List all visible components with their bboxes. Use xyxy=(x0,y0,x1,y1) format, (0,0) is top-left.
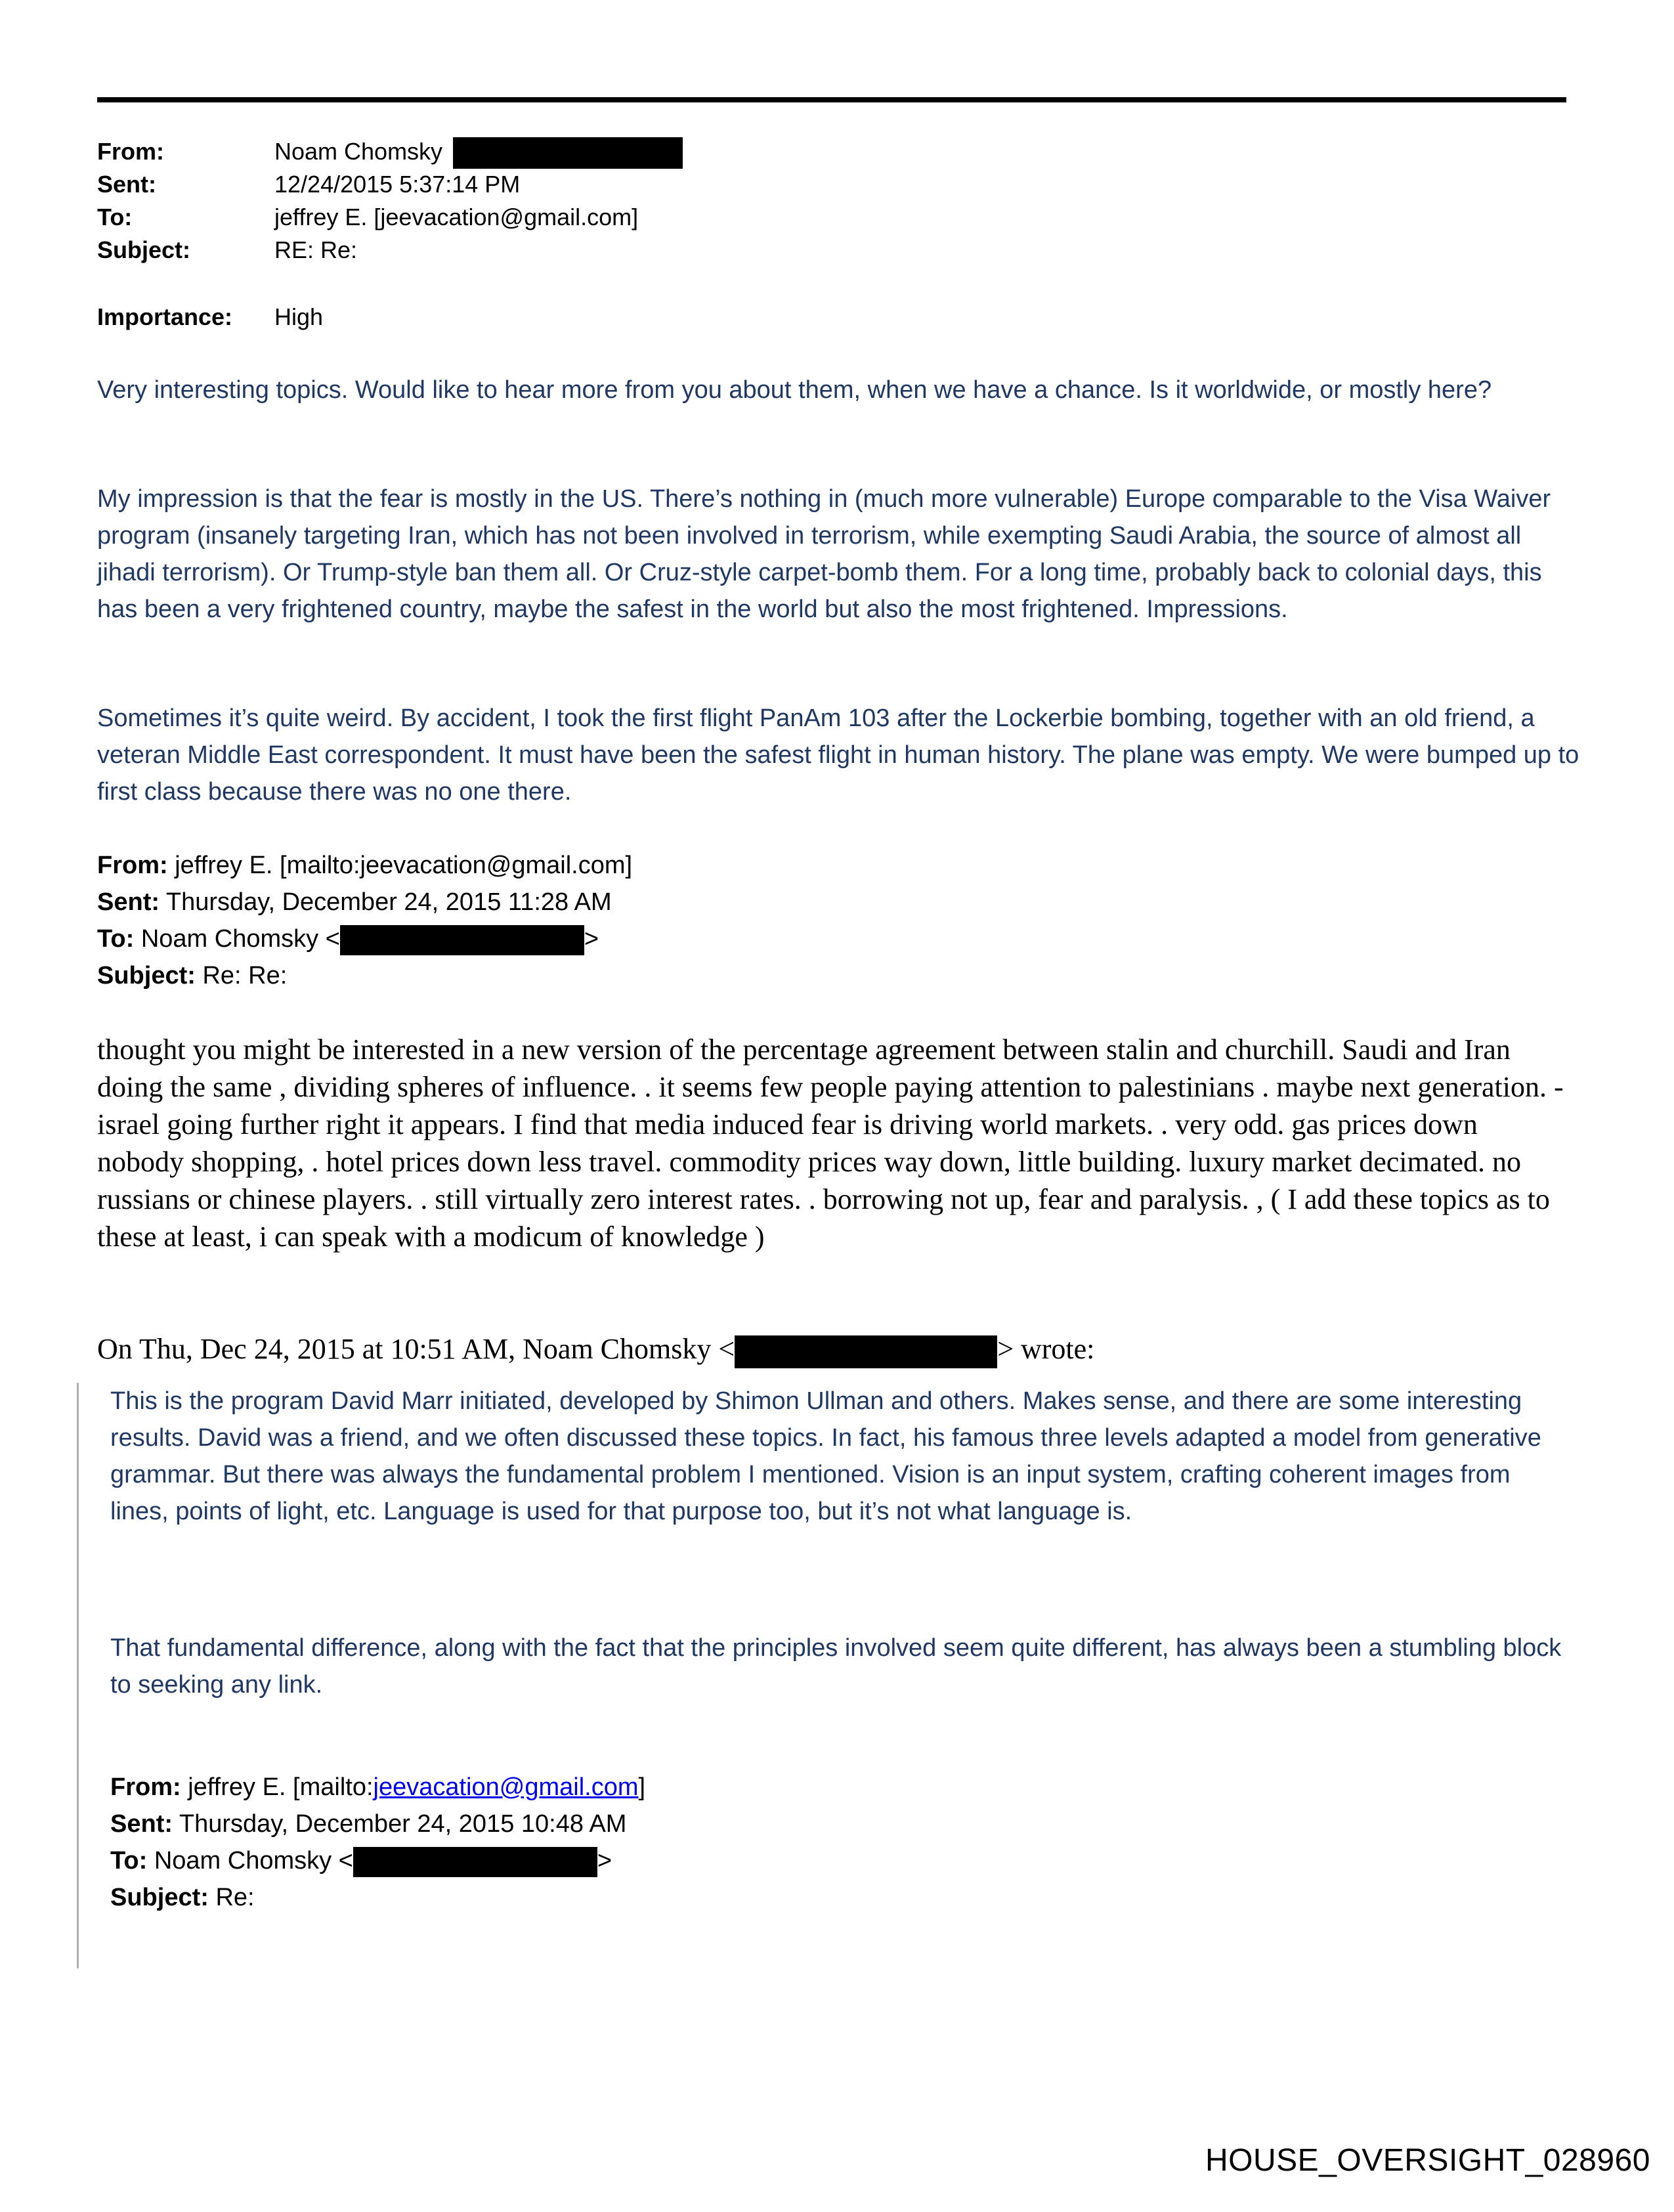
forward1-to-label: To: xyxy=(97,925,135,953)
to-value: jeffrey E. [jeevacation@gmail.com] xyxy=(274,204,639,230)
forward2-sent-value: Thursday, December 24, 2015 10:48 AM xyxy=(179,1810,627,1838)
quoted-paragraph-2: That fundamental difference, along with the fact that the principles involved seem quite different, has always been a stumbling block to seeking any link. xyxy=(110,1634,1562,1699)
forward2-sent-label: Sent: xyxy=(110,1810,173,1838)
sent-label: Sent: xyxy=(97,171,156,198)
forward1-from-value: jeffrey E. [mailto:jeevacation@gmail.com] xyxy=(175,852,633,879)
forward1-from-row xyxy=(97,847,632,884)
redaction-box xyxy=(353,1847,597,1877)
from-value xyxy=(274,135,683,169)
forward2-sent-row xyxy=(110,1806,645,1842)
attribution-prefix: On Thu, Dec 24, 2015 at 10:51 AM, Noam Chomsky < xyxy=(97,1333,735,1365)
forward2-from-label: From: xyxy=(110,1773,181,1801)
reply-paragraph-3: Sometimes it’s quite weird. By accident, I took the first flight PanAm 103 after the Lockerbie bombing, together with an old friend, a veteran Middle East correspondent. It must have been the safest flight in human history. The plane was empty. We were bumped up to first class because there was no one there. xyxy=(97,705,1579,806)
forward1-to-value: Noam Chomsky < xyxy=(140,925,340,953)
sent-value: 12/24/2015 5:37:14 PM xyxy=(274,171,521,198)
attribution-line xyxy=(97,1330,1094,1368)
forward1-to-close: > xyxy=(584,925,599,953)
forward1-header xyxy=(97,847,632,994)
forward1-subject-label: Subject: xyxy=(97,962,196,989)
reply-paragraph-1: Very interesting topics. Would like to hear more from you about them, when we have a chance. Is it worldwide, or mostly here? xyxy=(97,376,1492,404)
forward2-to-label: To: xyxy=(110,1847,148,1875)
quote-bar xyxy=(77,1383,79,1968)
jeffrey-message: thought you might be interested in a new version of the percentage agreement between stalin and churchill. Saudi and Iran doing the same , dividing spheres of influence. . it seems few people paying attention to palestinians . maybe next generation. - israel going further right it appears. I find that media induced fear is driving world markets. . very odd. gas prices down nobody shopping, . hotel prices down less travel. commodity prices way down, little building. luxury market decimated. no russians or chinese players. . still virtually zero interest rates. . borrowing not up, fear and paralysis. , ( I add these topics as to these at least, i can speak with a modicum of knowledge ) xyxy=(97,1033,1564,1253)
reply-paragraph-2: My impression is that the fear is mostly in the US. There’s nothing in (much more vulnerable) Europe comparable to the Visa Waiver program (insanely targeting Iran, which has not been involved in terrorism, while exempting Saudi Arabia, the source of almost all jihadi terrorism). Or Trump-style ban them all. Or Cruz-style carpet-bomb them. For a long time, probably back to colonial days, this has been a very frightened country, maybe the safest in the world but also the most frightened. Impressions. xyxy=(97,485,1551,623)
email-link[interactable]: jeevacation@gmail.com xyxy=(373,1773,639,1801)
subject-value: RE: Re: xyxy=(274,236,358,263)
attribution-suffix: > wrote: xyxy=(997,1333,1095,1365)
forward1-subject-value: Re: Re: xyxy=(202,962,288,989)
redaction-box xyxy=(453,137,683,169)
quoted-paragraph-1: This is the program David Marr initiated, developed by Shimon Ullman and others. Makes sense, and there are some interesting results. David was a friend, and we often discussed these topics. In fact, his famous three levels adapted a model from generative grammar. But there was always the fundamental problem I mentioned. Vision is an input system, crafting coherent images from lines, points of light, etc. Language is used for that purpose too, but it’s not what language is. xyxy=(110,1387,1541,1525)
forward2-to-value: Noam Chomsky < xyxy=(154,1847,353,1875)
subject-label: Subject: xyxy=(97,236,191,263)
redaction-box xyxy=(340,925,584,955)
importance-label: Importance: xyxy=(97,303,233,330)
forward2-to-row xyxy=(110,1842,645,1879)
forward1-sent-label: Sent: xyxy=(97,888,160,916)
forward2-from-row xyxy=(110,1769,645,1806)
forward1-subject-row xyxy=(97,957,632,994)
forward2-from-prefix: jeffrey E. [mailto: xyxy=(188,1773,374,1801)
forward2-to-close: > xyxy=(597,1847,612,1875)
from-name: Noam Chomsky xyxy=(274,138,443,165)
header-rule xyxy=(97,97,1566,102)
from-label: From: xyxy=(97,138,164,165)
forward1-sent-row xyxy=(97,884,632,921)
forward2-subject-value: Re: xyxy=(215,1884,255,1911)
forward2-subject-row xyxy=(110,1879,645,1916)
forward2-from-suffix: ] xyxy=(638,1773,646,1801)
forward1-to-row xyxy=(97,921,632,957)
forward1-from-label: From: xyxy=(97,852,168,879)
forward2-subject-label: Subject: xyxy=(110,1884,209,1911)
to-label: To: xyxy=(97,204,133,230)
forward1-sent-value: Thursday, December 24, 2015 11:28 AM xyxy=(165,888,612,916)
bates-number: HOUSE_OVERSIGHT_028960 xyxy=(1205,2143,1650,2178)
forward2-header xyxy=(110,1769,645,1916)
importance-value: High xyxy=(274,303,324,330)
redaction-box xyxy=(735,1335,997,1368)
